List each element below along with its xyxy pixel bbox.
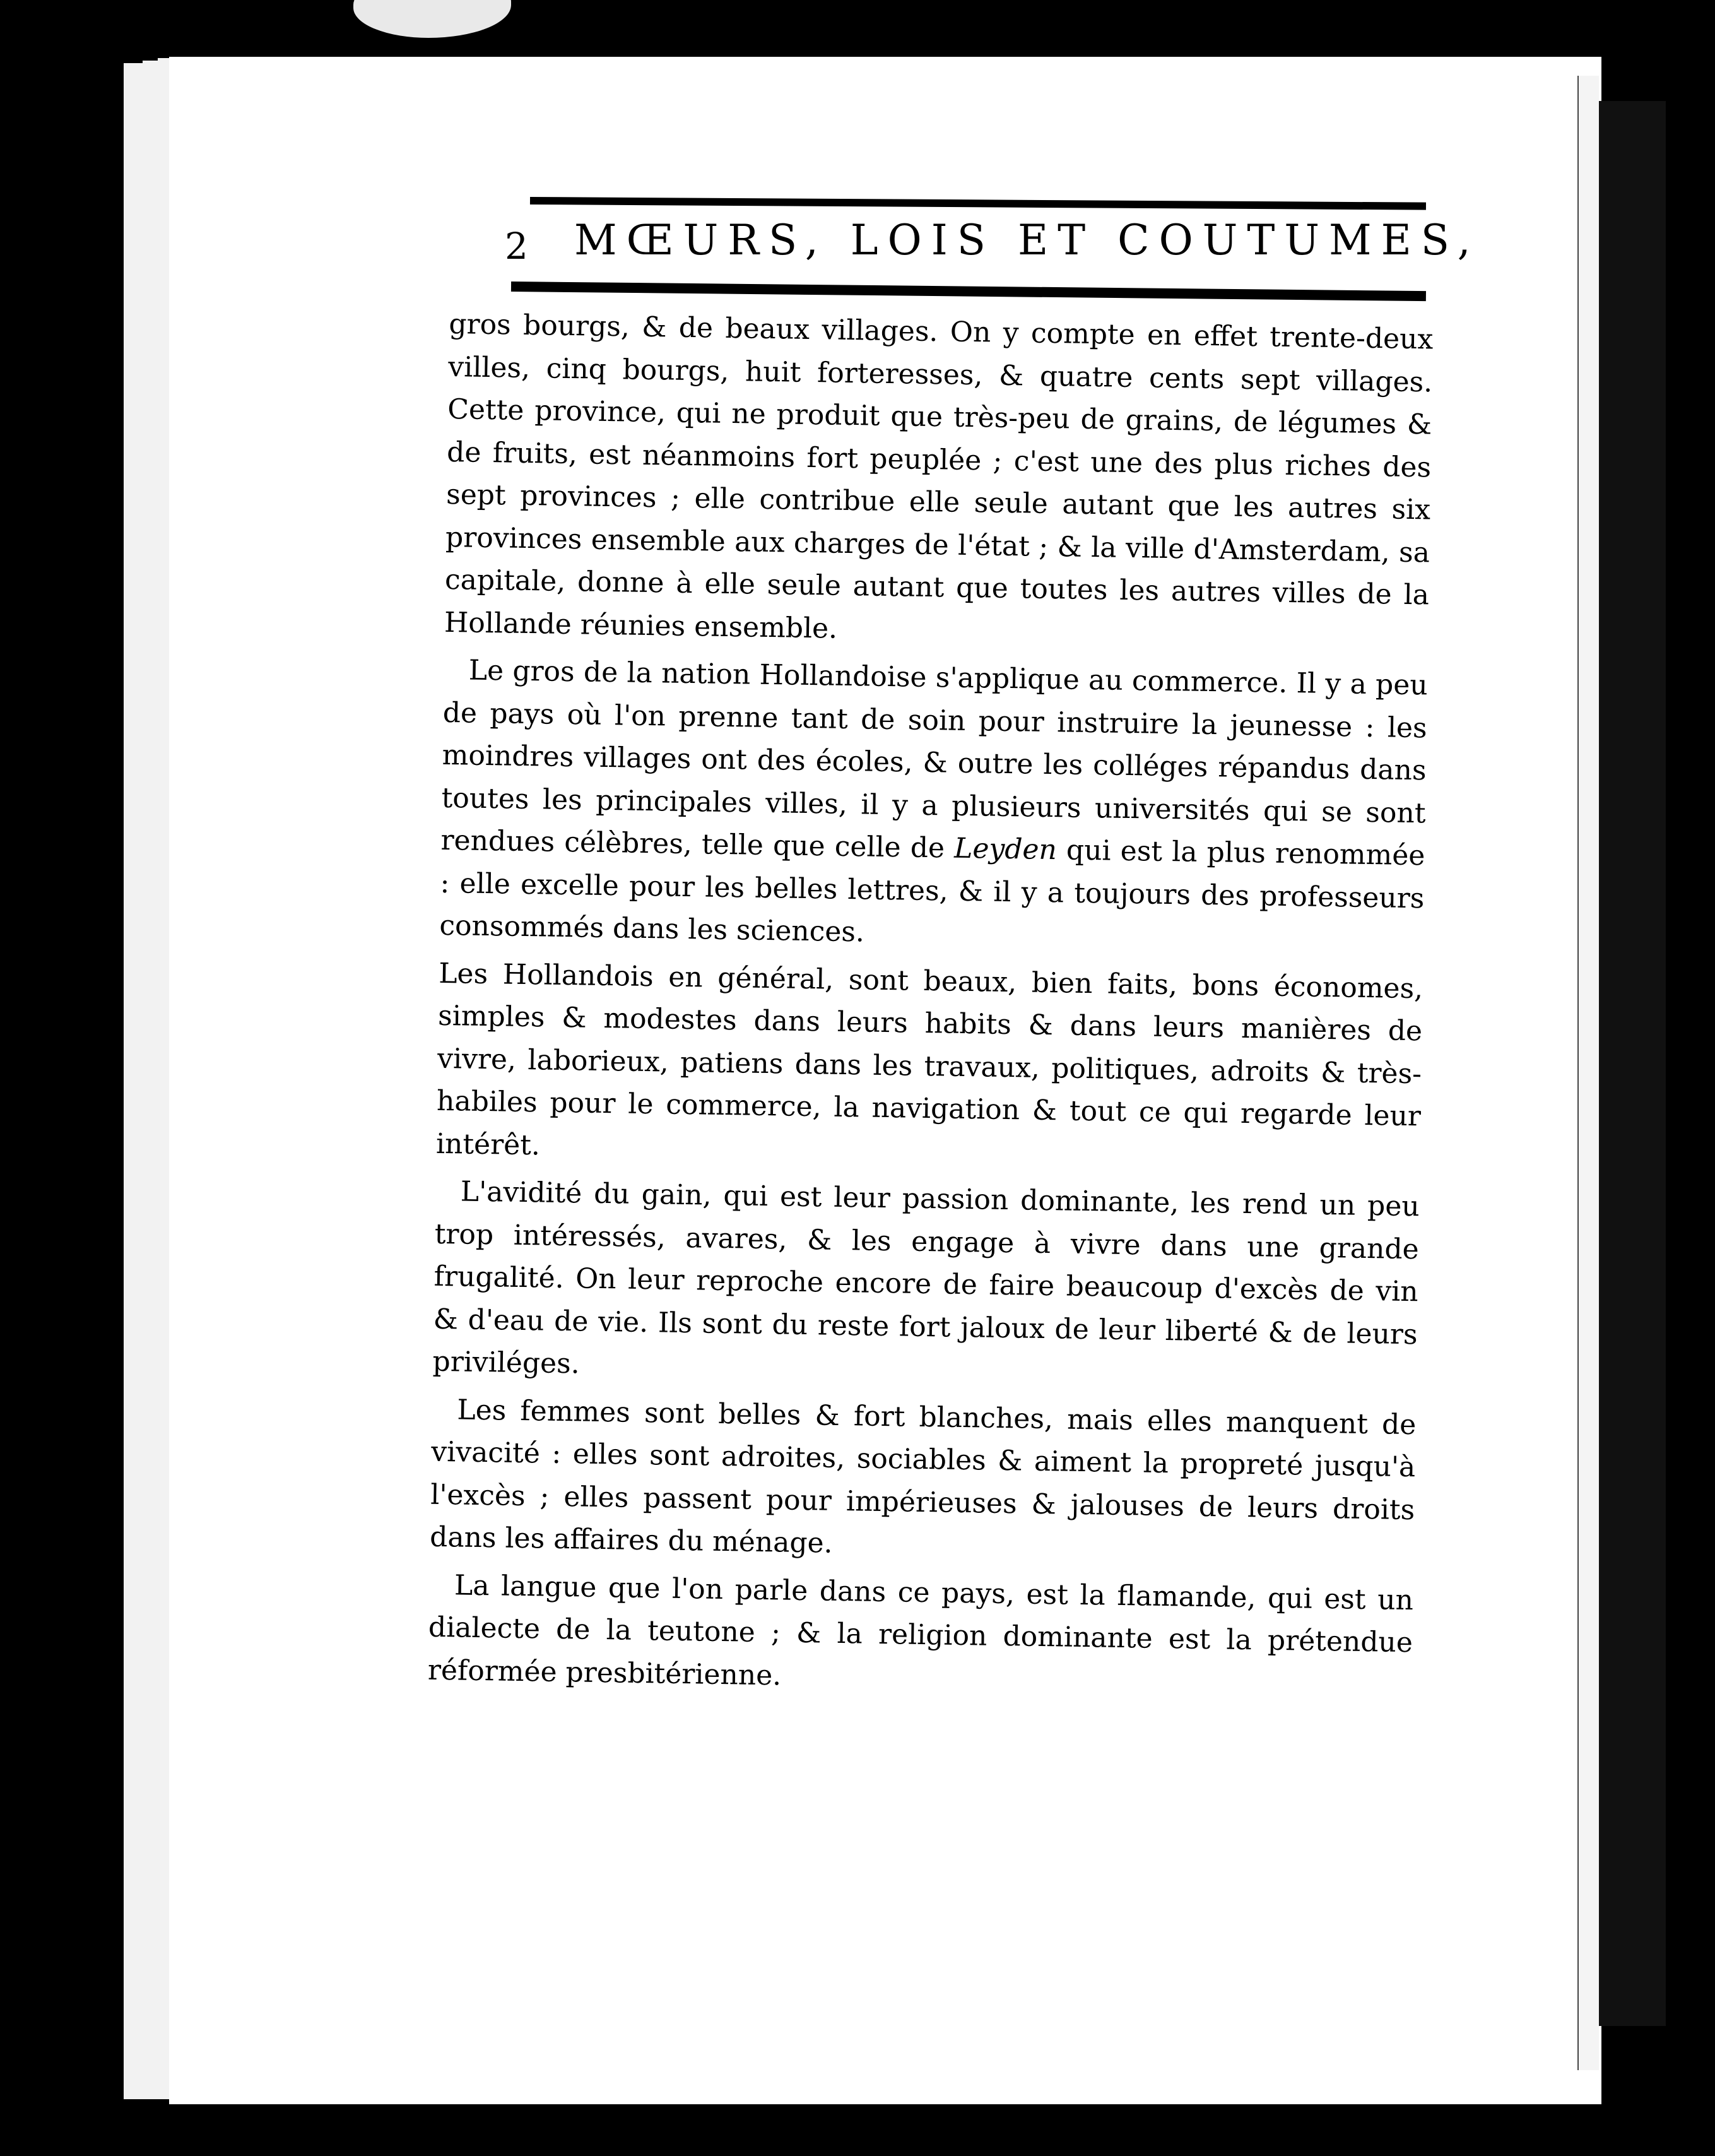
page-edge-right — [1577, 76, 1599, 2070]
paragraph-text: Le gros de la nation Hollandoise s'applique au commerce. Il y a peu de pays où l'on prenne tant de soin pour instruire la jeunesse : les moindres villages ont des écoles, & outre les colléges répandus dans toutes les principales villes, il y a plusieurs universités qui se sont rendues célèbres, telle que celle de — [440, 654, 1429, 865]
paragraph — [439, 649, 1428, 962]
body-text — [427, 303, 1433, 1712]
paragraph: L'avidité du gain, qui est leur passion dominante, les rend un peu trop intéressés, avares, & les engage à vivre dans une grande frugalité. On leur reproche encore de faire beaucoup d'excès de vin & d'eau de vie. Ils sont du reste fort jaloux de leur liberté & de leurs priviléges. — [432, 1175, 1420, 1380]
paragraph: La langue que l'on parle dans ce pays, est la flamande, qui est un dialecte de la teutone ; & la religion dominante est la prétendue réformée presbitérienne. — [427, 1568, 1414, 1692]
paragraph: Les femmes sont belles & fort blanches, mais elles manquent de vivacité : elles sont adroites, sociables & aiment la propreté jusqu'à l'excès ; elles passent pour impérieuses & jalouses de leurs droits dans les affaires du ménage. — [429, 1393, 1417, 1560]
running-title: MŒURS, LOIS ET COUTUMES, — [574, 216, 1480, 264]
torn-paper-blob — [353, 0, 511, 38]
page-number: 2 — [505, 225, 528, 268]
paragraph: Les Hollandois en général, sont beaux, bien faits, bons économes, simples & modestes dans leurs habits & dans leurs manières de vivre, laborieux, patiens dans les travaux, politiques, adroits & très-habiles pour le commerce, la navigation & tout ce qui regarde leur intérêt. — [435, 957, 1423, 1161]
page-edge — [124, 63, 144, 2099]
binding-shadow — [1596, 101, 1666, 2026]
paragraph-text: qui est la plus renommée : elle excelle pour les belles lettres, & il y a toujours des professeurs consommés dans les sciences. — [439, 834, 1425, 949]
header-rule-top — [530, 197, 1426, 210]
page-edge — [143, 61, 160, 2099]
italic-place-name: Leyden — [953, 832, 1058, 867]
running-head — [505, 197, 1480, 298]
paragraph: gros bourgs, & de beaux villages. On y compte en effet trente-deux villes, cinq bourgs, huit forteresses, & quatre cents sept villages. Cette province, qui ne produit que très-peu de grains, de légumes & de fruits, est néanmoins fort peuplée ; c'est une des plus riches des sept provinces ; elle contribue elle seule autant que les autres six provinces ensemble aux charges de l'état ; & la ville d'Amsterdam, sa capitale, donne à elle seule autant que toutes les autres villes de la Hollande réunies ensemble. — [444, 307, 1434, 645]
